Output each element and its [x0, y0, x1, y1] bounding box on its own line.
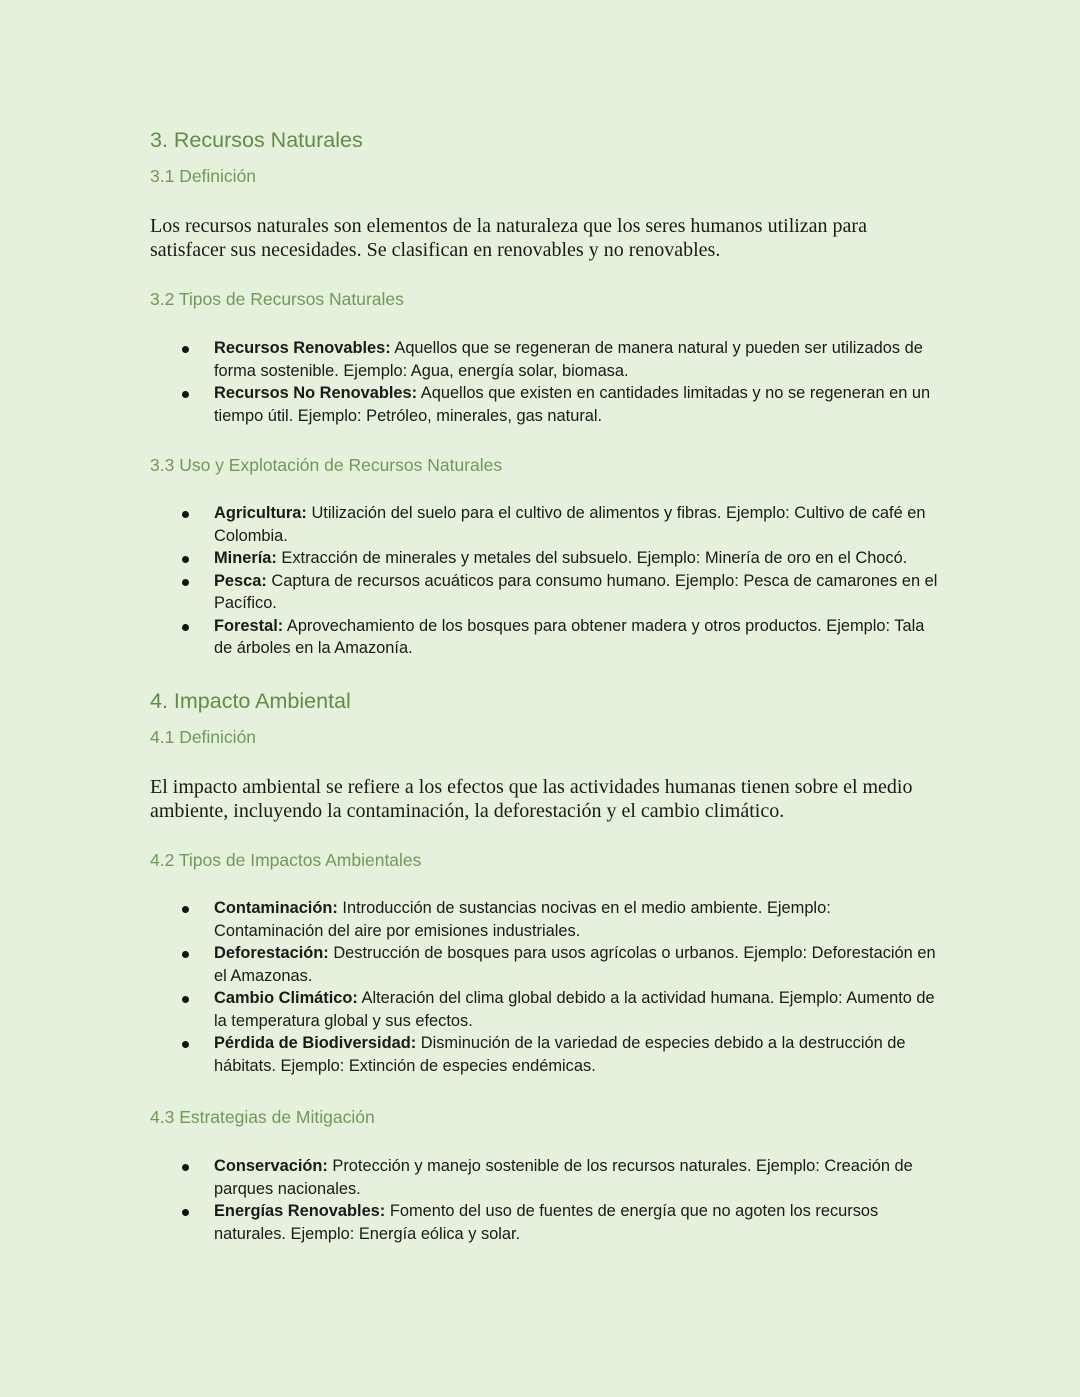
item-term: Energías Renovables: — [214, 1202, 386, 1220]
bullet-icon — [182, 1164, 189, 1171]
section-3-1-title: 3.1 Definición — [150, 166, 257, 186]
section-3-2-list — [180, 337, 940, 427]
list-item — [180, 987, 940, 1032]
bullet-icon — [182, 906, 189, 913]
list-item — [180, 1200, 940, 1245]
bullet-icon — [182, 511, 189, 518]
bullet-icon — [182, 1209, 189, 1216]
section-3-title: 3. Recursos Naturales — [150, 128, 363, 152]
item-term: Pérdida de Biodiversidad: — [214, 1034, 417, 1052]
item-text: Protección y manejo sostenible de los recursos naturales. Ejemplo: Creación de parques nacionales. — [214, 1157, 913, 1198]
item-term: Minería: — [214, 549, 277, 567]
list-item — [180, 615, 940, 660]
list-item — [180, 502, 940, 547]
section-4-2-title: 4.2 Tipos de Impactos Ambientales — [150, 850, 422, 870]
section-3-1-paragraph: Los recursos naturales son elementos de la naturaleza que los seres humanos utilizan para satisfacer sus necesidades. Se clasifican en renovables y no renovables. — [150, 215, 867, 261]
list-item — [180, 547, 940, 570]
item-text: Destrucción de bosques para usos agrícolas o urbanos. Ejemplo: Deforestación en el Amazonas. — [214, 944, 936, 985]
list-item — [180, 337, 940, 382]
section-4-1-paragraph: El impacto ambiental se refiere a los efectos que las actividades humanas tienen sobre el medio ambiente, incluyendo la contaminación, la deforestación y el cambio climático. — [150, 776, 913, 822]
section-3-2-title: 3.2 Tipos de Recursos Naturales — [150, 289, 404, 309]
section-3-3-title: 3.3 Uso y Explotación de Recursos Naturales — [150, 455, 503, 475]
item-term: Recursos Renovables: — [214, 339, 391, 357]
item-term: Forestal: — [214, 616, 284, 635]
item-text: Captura de recursos acuáticos para consumo humano. Ejemplo: Pesca de camarones en el Pacífico. — [214, 571, 938, 612]
item-text: Extracción de minerales y metales del subsuelo. Ejemplo: Minería de oro en el Chocó. — [276, 549, 908, 567]
item-text: Disminución de la variedad de especies debido a la destrucción de hábitats. Ejemplo: Extinción de especies endémicas. — [214, 1034, 906, 1075]
item-term: Recursos No Renovables: — [214, 384, 418, 402]
section-4-3-list — [180, 1155, 940, 1245]
section-3-3-list — [180, 502, 940, 660]
section-4-3-title: 4.3 Estrategias de Mitigación — [150, 1107, 375, 1127]
item-text: Introducción de sustancias nocivas en el medio ambiente. Ejemplo: Contaminación del aire por emisiones industriales. — [214, 899, 831, 940]
item-term: Agricultura: — [214, 504, 307, 522]
item-text: Aquellos que existen en cantidades limitadas y no se regeneran en un tiempo útil. Ejemplo: Petróleo, minerales, gas natural. — [214, 384, 931, 425]
list-item — [180, 570, 940, 615]
bullet-icon — [182, 579, 189, 586]
item-text: Aquellos que se regeneran de manera natural y pueden ser utilizados de forma sostenible. Ejemplo: Agua, energía solar, biomasa. — [214, 339, 923, 380]
item-term: Deforestación: — [214, 944, 329, 962]
section-4-title: 4. Impacto Ambiental — [150, 689, 351, 713]
bullet-icon — [182, 996, 189, 1003]
item-text: Utilización del suelo para el cultivo de alimentos y fibras. Ejemplo: Cultivo de café en Colombia. — [214, 504, 926, 545]
list-item — [180, 942, 940, 987]
list-item — [180, 382, 940, 427]
list-item — [180, 897, 940, 942]
section-4-1-title: 4.1 Definición — [150, 727, 257, 747]
section-4-2-list — [180, 897, 940, 1077]
item-term: Pesca: — [214, 571, 267, 590]
list-item — [180, 1032, 940, 1077]
item-term: Contaminación: — [214, 899, 338, 917]
bullet-icon — [182, 624, 189, 631]
bullet-icon — [182, 1041, 189, 1048]
bullet-icon — [182, 391, 189, 398]
item-text: Aprovechamiento de los bosques para obtener madera y otros productos. Ejemplo: Tala de árboles en la Amazonía. — [214, 616, 925, 657]
item-term: Conservación: — [214, 1157, 328, 1175]
bullet-icon — [182, 556, 189, 563]
item-text: Fomento del uso de fuentes de energía que no agoten los recursos naturales. Ejemplo: Energía eólica y solar. — [214, 1202, 879, 1243]
item-term: Cambio Climático: — [214, 989, 358, 1007]
bullet-icon — [182, 951, 189, 958]
list-item — [180, 1155, 940, 1200]
item-text: Alteración del clima global debido a la actividad humana. Ejemplo: Aumento de la temperatura global y sus efectos. — [214, 989, 935, 1030]
bullet-icon — [182, 346, 189, 353]
